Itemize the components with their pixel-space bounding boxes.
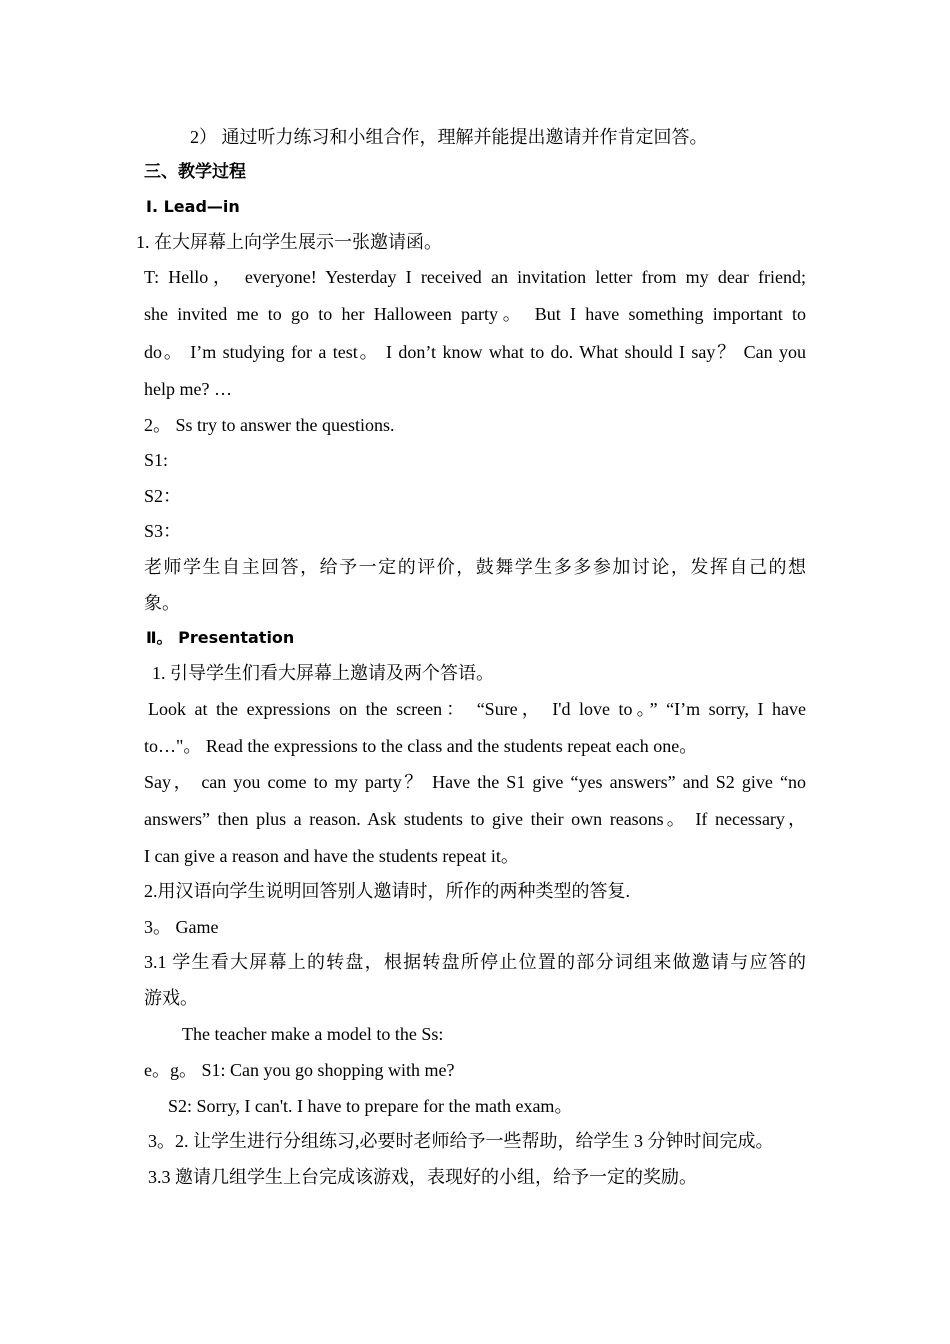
objective-item-2: 2） 通过听力练习和小组合作，理解并能提出邀请并作肯定回答。 [190,127,708,147]
teacher-script-line-4: help me? … [144,379,232,399]
expressions-line-1: Look at the expressions on the screen： “Sure， I'd love to。” “I’m sorry, I have [148,699,806,719]
evaluation-note-line-1: 老师学生自主回答，给予一定的评价，鼓舞学生多多参加讨论，发挥自己的想 [144,557,806,577]
stage-heading-presentation: Ⅱ。 Presentation [146,628,295,647]
section-heading-teaching-process: 三、教学过程 [144,162,246,182]
presentation-step-2: 2.用汉语向学生说明回答别人邀请时，所作的两种类型的答复. [144,881,630,901]
model-example-s1: e。g。 S1: Can you go shopping with me? [144,1060,455,1080]
game-heading: 3。 Game [144,917,219,937]
game-step-3-2: 3。2. 让学生进行分组练习,必要时老师给予一些帮助，给学生 3 分钟时间完成。 [148,1131,774,1151]
model-intro: The teacher make a model to the Ss: [182,1024,444,1044]
practice-line-1: Say， can you come to my party？ Have the S1 give “yes answers” and S2 give “no [144,772,806,792]
student-answer-s1: S1: [144,450,169,470]
lead-in-step-2: 2。 Ss try to answer the questions. [144,415,395,435]
stage-heading-lead-in: Ⅰ. Lead—in [146,197,240,216]
teacher-script-line-3: do。 I’m studying for a test。 I don’t know what to do. What should I say？ Can you [144,342,806,362]
student-answer-s2: S2： [144,486,182,506]
game-step-3-3: 3.3 邀请几组学生上台完成该游戏，表现好的小组，给予一定的奖励。 [148,1167,697,1187]
expressions-line-2: to…"。 Read the expressions to the class and the students repeat each one。 [144,736,698,756]
teacher-script-line-2: she invited me to go to her Halloween party。 But I have something important to [144,304,806,324]
game-step-3-1-line-1: 3.1 学生看大屏幕上的转盘，根据转盘所停止位置的部分词组来做邀请与应答的 [144,952,806,972]
practice-line-2: answers” then plus a reason. Ask students to give their own reasons。 If necessary， [144,809,806,829]
model-example-s2: S2: Sorry, I can't. I have to prepare for the math exam。 [168,1096,573,1116]
evaluation-note-line-2: 象。 [144,593,180,613]
teacher-script-line-1: T: Hello， everyone! Yesterday I received an invitation letter from my dear friend; [144,267,806,287]
lead-in-step-1: 1. 在大屏幕上向学生展示一张邀请函。 [136,232,442,252]
presentation-step-1: 1. 引导学生们看大屏幕上邀请及两个答语。 [152,663,494,683]
game-step-3-1-line-2: 游戏。 [144,988,198,1008]
student-answer-s3: S3： [144,521,182,541]
practice-line-3: I can give a reason and have the students repeat it。 [144,846,519,866]
